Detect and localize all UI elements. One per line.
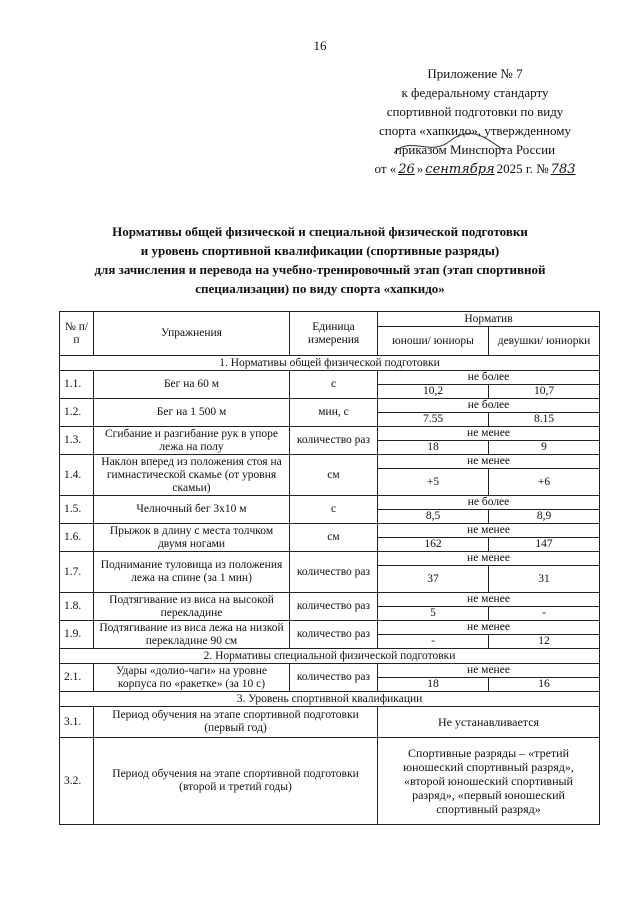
- row-exercise: Наклон вперед из положения стоя на гимнастической скамье (от уровня скамьи): [94, 455, 290, 496]
- table-row: [60, 621, 600, 635]
- row-condition: не менее: [378, 664, 600, 678]
- row-num: 1.5.: [60, 496, 94, 524]
- row-unit: см: [290, 455, 378, 496]
- row-exercise: Прыжок в длину с места толчком двумя ногами: [94, 524, 290, 552]
- row-exercise: Бег на 1 500 м: [94, 399, 290, 427]
- section-row: [60, 649, 600, 664]
- row-condition: не менее: [378, 552, 600, 566]
- signature-scribble: [390, 133, 510, 159]
- row-exercise: Период обучения на этапе спортивной подготовки (второй и третий годы): [94, 738, 378, 825]
- appendix-line: спортивной подготовки по виду: [386, 104, 564, 119]
- row-girls-value: 16: [489, 678, 600, 692]
- row-num: 1.3.: [60, 427, 94, 455]
- row-condition: не менее: [378, 427, 600, 441]
- header-num: № п/п: [60, 312, 94, 356]
- row-unit: количество раз: [290, 552, 378, 593]
- row-num: 1.2.: [60, 399, 94, 427]
- header-unit: Единица измерения: [290, 312, 378, 356]
- title-line: Нормативы общей физической и специальной физической подготовки: [112, 224, 528, 239]
- table-row: [60, 371, 600, 385]
- row-girls-value: 8.15: [489, 413, 600, 427]
- row-condition: не менее: [378, 524, 600, 538]
- date-month: сентября: [425, 162, 495, 177]
- row-boys-value: 5: [378, 607, 489, 621]
- page-number: 16: [313, 38, 327, 53]
- row-girls-value: 31: [489, 566, 600, 593]
- header-exercise: Упражнения: [94, 312, 290, 356]
- date-mid: »: [416, 161, 424, 176]
- row-unit: мин, с: [290, 399, 378, 427]
- row-boys-value: 8,5: [378, 510, 489, 524]
- row-num: 1.8.: [60, 593, 94, 621]
- date-prefix: от «: [374, 161, 397, 176]
- appendix-line: спорта «хапкидо», утвержденному: [379, 123, 571, 138]
- table-row: [60, 524, 600, 538]
- section-row: [60, 692, 600, 707]
- table-row: [60, 496, 600, 510]
- row-unit: количество раз: [290, 621, 378, 649]
- row-exercise: Поднимание туловища из положения лежа на спине (за 1 мин): [94, 552, 290, 593]
- table-row: [60, 738, 600, 825]
- row-girls-value: -: [489, 607, 600, 621]
- row-condition: не более: [378, 496, 600, 510]
- row-girls-value: 10,7: [489, 385, 600, 399]
- row-condition: не более: [378, 399, 600, 413]
- row-condition: не менее: [378, 621, 600, 635]
- appendix-line: приказом Минспорта России: [394, 142, 556, 157]
- header-boys: юноши/ юниоры: [378, 327, 489, 356]
- row-boys-value: 18: [378, 441, 489, 455]
- appendix-line: к федеральному стандарту: [401, 85, 549, 100]
- row-unit: количество раз: [290, 427, 378, 455]
- section-title: 3. Уровень спортивной квалификации: [60, 692, 600, 707]
- header-norm: Норматив: [378, 312, 600, 327]
- row-condition: не менее: [378, 455, 600, 469]
- row-boys-value: 7.55: [378, 413, 489, 427]
- row-exercise: Подтягивание из виса лежа на низкой перекладине 90 см: [94, 621, 290, 649]
- row-girls-value: 147: [489, 538, 600, 552]
- date-year: 2025 г. №: [496, 161, 549, 176]
- table-row: [60, 399, 600, 413]
- table-row: [60, 427, 600, 441]
- row-boys-value: 162: [378, 538, 489, 552]
- appendix-block: [350, 64, 600, 179]
- row-num: 3.2.: [60, 738, 94, 825]
- row-exercise: Челночный бег 3х10 м: [94, 496, 290, 524]
- section-row: [60, 356, 600, 371]
- row-num: 1.6.: [60, 524, 94, 552]
- row-exercise: Сгибание и разгибание рук в упоре лежа на полу: [94, 427, 290, 455]
- document-title: [40, 222, 600, 298]
- row-unit: количество раз: [290, 664, 378, 692]
- order-date-line: [350, 159, 600, 179]
- table-row: [60, 455, 600, 469]
- row-boys-value: 18: [378, 678, 489, 692]
- row-num: 3.1.: [60, 707, 94, 738]
- order-number: 783: [550, 162, 576, 177]
- row-girls-value: 9: [489, 441, 600, 455]
- row-girls-value: +6: [489, 469, 600, 496]
- title-line: специализации) по виду спорта «хапкидо»: [195, 281, 445, 296]
- row-condition: не более: [378, 371, 600, 385]
- row-unit: количество раз: [290, 593, 378, 621]
- row-girls-value: 12: [489, 635, 600, 649]
- row-exercise: Подтягивание из виса на высокой перекладине: [94, 593, 290, 621]
- section-title: 1. Нормативы общей физической подготовки: [60, 356, 600, 371]
- row-unit: с: [290, 496, 378, 524]
- row-boys-value: 10,2: [378, 385, 489, 399]
- section-title: 2. Нормативы специальной физической подготовки: [60, 649, 600, 664]
- row-unit: см: [290, 524, 378, 552]
- table-header-row: [60, 312, 600, 327]
- table-row: [60, 707, 600, 738]
- row-boys-value: -: [378, 635, 489, 649]
- row-num: 2.1.: [60, 664, 94, 692]
- row-exercise: Бег на 60 м: [94, 371, 290, 399]
- table-row: [60, 664, 600, 678]
- row-unit: с: [290, 371, 378, 399]
- title-line: и уровень спортивной квалификации (спортивные разряды): [140, 243, 500, 258]
- title-line: для зачисления и перевода на учебно-тренировочный этап (этап спортивной: [94, 262, 546, 277]
- row-boys-value: 37: [378, 566, 489, 593]
- row-num: 1.4.: [60, 455, 94, 496]
- row-condition: не менее: [378, 593, 600, 607]
- table-row: [60, 593, 600, 607]
- row-num: 1.9.: [60, 621, 94, 649]
- row-girls-value: 8,9: [489, 510, 600, 524]
- date-day: 26: [398, 162, 415, 177]
- row-exercise: Удары «долио-чаги» на уровне корпуса по «ракетке» (за 10 с): [94, 664, 290, 692]
- row-boys-value: +5: [378, 469, 489, 496]
- table-row: [60, 552, 600, 566]
- header-girls: девушки/ юниорки: [489, 327, 600, 356]
- norms-table: [59, 311, 600, 825]
- row-num: 1.7.: [60, 552, 94, 593]
- row-num: 1.1.: [60, 371, 94, 399]
- row-exercise: Период обучения на этапе спортивной подготовки (первый год): [94, 707, 378, 738]
- row-qualification: Спортивные разряды – «третий юношеский спортивный разряд», «второй юношеский спортивный разряд», «первый юношеский спортивный разряд»: [378, 738, 600, 825]
- appendix-line: Приложение № 7: [427, 66, 523, 81]
- row-qualification: Не устанавливается: [378, 707, 600, 738]
